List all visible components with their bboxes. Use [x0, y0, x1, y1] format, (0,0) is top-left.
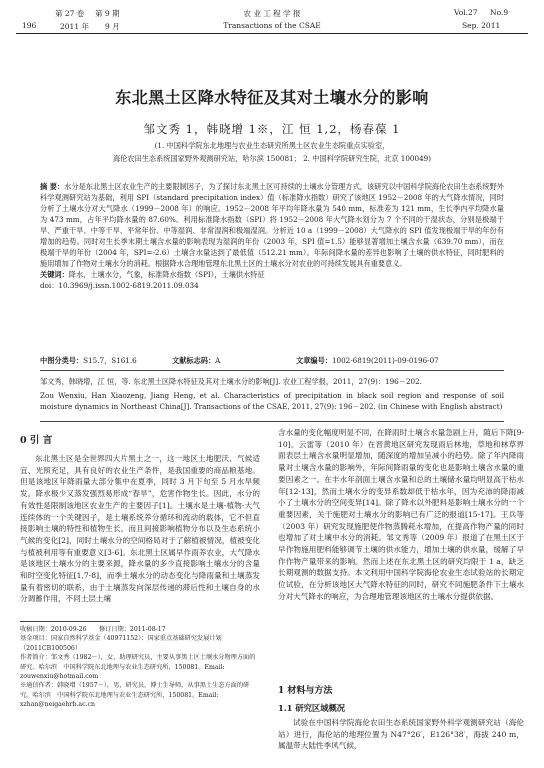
footnote-corresponding: ※通信作者：韩晓增（1957－），男，研究员，博士生导师，从事黑土生态方面的研究。哈尔滨 中国科学院东北地理与农业生态研究所，150081。Email: xzhan@neigaehrb.ac.cn [20, 682, 250, 709]
abstract [40, 181, 504, 291]
keywords-label: 关键词： [40, 270, 69, 279]
footnote-received: 收稿日期：2010-09-26 修订日期：2011-08-17 [20, 626, 166, 633]
issue-cn: 第 9 期 [95, 9, 120, 18]
clc-label: 中图分类号： [40, 356, 84, 365]
article-number-label: 文章编号： [296, 356, 332, 365]
keywords-text: 降水，土壤水分，气象，标准降水指数（SPI），土壤供水特征 [68, 270, 265, 279]
volume-en: Vol.27 [454, 8, 478, 17]
footnotes [20, 625, 260, 765]
year-cn: 2011 年 [60, 22, 89, 31]
author-list: 邹文秀 1，韩晓增 1※，江 恒 1,2，杨春葆 1 [143, 122, 401, 136]
intro-continuation: 含水量的变化幅度明显不同，在降雨时土壤含水量急剧上升，随后下降[9-10]。云雷等（2010 年）在晋黄地区研究发现雨后林地，草地和林草界面表层土壤含水量明显增加，随深度的增加呈减小的趋势。除了年内降雨量对土壤含水量的影响外，年际间降雨量的变化也是影响土壤含水量的重要因素之一。在丰水年剖面土壤含水量和总的土壤储水量均明显高于枯水年[12-13]，然而土壤水分的变异系数却低于枯水年，因为充沛的降雨减小了土壤水分的空间变异[14]。除了降水以外肥料是影响土壤水分的一个重要因素，关于施肥对土壤水分的影响已有广泛的报道[15-17]。王兵等（2003 年）研究发现施肥使作物蒸腾耗水增加，在提高作物产量的同时也增加了对土壤中水分的消耗。邹文秀等（2009 年）报道了在黑土区于早作物施用肥料能够调节土壤的供水能力，增加土壤的供水量，缓解了早作作物产量带来的影响。然而上述在东北黑土区的研究均限于 1 a，缺乏长期观测的数据支持。本文利用中国科学院海伦农业生态试验站的长期定位试验，在分析该地区大气降水特征的同时，研究不同施肥条件下土壤水分对大气降水的响应，为合理地管理该地区的土壤水分提供依据。 [278, 428, 524, 601]
footnote-author-bio: 作者简介：邹文秀（1982－），女，助理研究员，主要从事黑土区土壤水分物理方面的研究。哈尔滨 中国科学院东北地理与农业生态研究所，150081。Email: zouwenxiu@hotmail.com [20, 654, 256, 681]
section-1-1-body: 试验在中国科学院海伦农田生态系统国家野外科学观测研究站（海伦站）进行，海伦站的地理位置为 N47°26′，E126°38′，海拔 240 m，属温带大陆性季风气候， [278, 718, 524, 751]
journal-name-cn: 农 业 工 程 学 报 [243, 9, 301, 18]
date-en: Sep. 2011 [462, 21, 501, 30]
article-number [296, 356, 439, 366]
affiliation-line-1: (1. 中国科学院东北地理与农业生态研究所黑土区农业生态院重点实验室， [154, 141, 390, 150]
footnote-fund: 基金项目：国家自然科学基金（40971152）；国家重点基础研究发展计划（2011CB100506） [20, 635, 222, 652]
citation-cn: 邹文秀，韩晓增，江 恒，等. 东北黑土区降水特征及其对土壤水分的影响[J]. 农业工程学报，2011，27(9)：196－202. [40, 377, 422, 386]
citation-rule [40, 421, 504, 422]
clc-value: S15.7，S161.6 [83, 356, 137, 365]
volume-cn: 第 27 卷 [55, 9, 85, 18]
doi: doi：10.3969/j.issn.1002-6819.2011.09.034 [40, 281, 199, 290]
footnote-rule [20, 621, 120, 622]
meta-rule [40, 370, 504, 371]
section-0-heading: 0 引 言 [20, 435, 53, 446]
issue-en: No.9 [490, 8, 509, 17]
month-cn: 9 月 [105, 22, 120, 31]
doc-code [172, 356, 220, 366]
affiliation-line-2: 海伦农田生态系统国家野外观测研究站，哈尔滨 150081； 2. 中国科学院研究生院，北京 100049) [112, 154, 432, 163]
doc-code-value: A [215, 356, 221, 365]
journal-name-en: Transactions of the CSAE [223, 21, 321, 30]
doc-code-label: 文献标志码： [172, 356, 216, 365]
abstract-label: 摘 要： [40, 182, 65, 191]
section-0-body: 东北黑土区是全世界四大片黑土之一，这一地区土地肥沃、气候适宜、光照充足，具有良好的农业生产条件，是我国重要的商品粮基地。但是该地区年降雨量大部分集中在夏季，同时 3 月下旬至 5 月水旱频发，降水极少又蒸发强烈易形成“春旱”，危害作物生长。因此，水分的有效性是限制该地区农业生产的主要因子[1]。土壤水是土壤-植物-大气连续体的一个关键因子，是土壤系统养分循环和流动的载体，它不但直接影响土壤的特性和植物生长，而且间接影响植物分布以及生态系统小气候的变化[2]，同时土壤水分的空间格局对于了解植被情况，植被变化与植被利用等有重要意义[3-6]。东北黑土区属早作雨养农业，大气降水是该地区土壤水分的主要来源，降水量的多少直接影响土壤水分的含量和时空变化特征[1,7-8]，而季土壤水分的动态变化与降雨量和土壤蒸发量有着密切的联系，由于土壤蒸发向深层传递的滞后性和土壤自身的水分调蓄作用，不同土层土壤 [20, 454, 260, 604]
citation-en: Zou Wenxiu, Han Xiaozeng, Jiang Heng, et al. Characteristics of precipitation in black soil region and response of soil moisture dynamics in Northeast China[J]. Transactions of the CSAE, 2011, 27(9): 196－202. (in Chinese with English abstract) [40, 391, 504, 411]
classification-row [40, 356, 137, 366]
abstract-text: 水分是东北黑土区农业生产的主要限制因子，为了探讨东北黑土区可持续的土壤水分管理方式，该研究以中国科学院海伦农田生态系统野外科学观测研究站为基础，利用 SPI（standard precipitation index）值（标准降水指数）研究了该地区 1952－2008 年的大气降水情况，同时分析了土壤水分对大气降水（1999－2008 年）的响应。1952－2008 年平均年降水量为 540 mm，标准差为 121 mm，生长季内平均降水量为 473 mm，占年平均降水量的 87.60%。利用标准降水指数（SPI）将 1952－2008 年大气降水划分为 7 个不同的干湿状态，分别是极端干旱、严重干旱、中等干旱、平常年份、中等湿润、非常湿润和极端湿润。分析近 10 a（1999－2008）大气降水的 SPI 值发现极端干旱的年份有增加的趋势。同时对生长季末期土壤含水量的影响表现为湿润的年份（2003 年，SPI 值=1.5）能够显著增加土壤含水量（639.70 mm），而在极端干旱的年份（2004 年，SPI=-2.6）土壤含水量达到了最低值（512.21 mm）。年际间降水量的差异也影响了土壤的供水特征，同时肥料的施用增加了作物对土壤水分的消耗。根据降水合理地管理东北黑土区的土壤水分对农业的可持续发展具有重要意义。 [40, 182, 504, 268]
header-rule [16, 33, 528, 34]
page-number: 196 [22, 21, 37, 30]
paper-title: 东北黑土区降水特征及其对土壤水分的影响 [115, 88, 429, 107]
article-number-value: 1002-6819(2011)-09-0196-07 [331, 356, 439, 365]
section-1-1-heading: 1.1 研究区域概况 [278, 703, 346, 713]
section-1-heading: 1 材料与方法 [278, 686, 333, 696]
